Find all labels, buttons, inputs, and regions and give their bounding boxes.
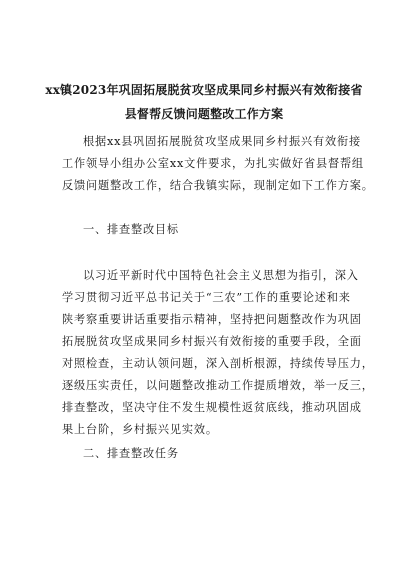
document-title-line-2: 县督帮反馈问题整改工作方案 [124, 107, 284, 121]
document-title-line-1: xx镇2023年巩固拓展脱贫攻坚成果同乡村振兴有效衔接省 [45, 83, 363, 97]
section1-paragraph-line: 排查整改，坚决守住不发生规模性返贫底线，推动巩固成 [62, 401, 362, 414]
section1-paragraph-line: 对照检查，主动认领问题，深入剖析根源，持续传导压力， [62, 357, 374, 370]
intro-paragraph-line: 工作领导小组办公室xx文件要求，为扎实做好省县督帮组 [62, 157, 364, 170]
section-heading-1: 一、排查整改目标 [83, 223, 179, 236]
section1-paragraph-line: 陕考察重要讲话重要指示精神，坚持把问题整改作为巩固 [62, 313, 362, 326]
section1-paragraph-line: 拓展脱贫攻坚成果同乡村振兴有效衔接的重要手段，全面 [62, 335, 362, 348]
section1-paragraph-line: 果上台阶，乡村振兴见实效。 [62, 423, 218, 436]
section1-paragraph-line: 以习近平新时代中国特色社会主义思想为指引，深入 [83, 269, 359, 282]
section1-paragraph-line: 逐级压实责任，以问题整改推动工作提质增效，举一反三， [62, 379, 374, 392]
section-heading-2: 二、排查整改任务 [83, 447, 179, 460]
section1-paragraph-line: 学习贯彻习近平总书记关于“三农”工作的重要论述和来 [62, 291, 351, 304]
intro-paragraph-line: 根据xx县巩固拓展脱贫攻坚成果同乡村振兴有效衔接 [83, 135, 361, 148]
intro-paragraph-line: 反馈问题整改工作，结合我镇实际，现制定如下工作方案。 [62, 179, 374, 192]
